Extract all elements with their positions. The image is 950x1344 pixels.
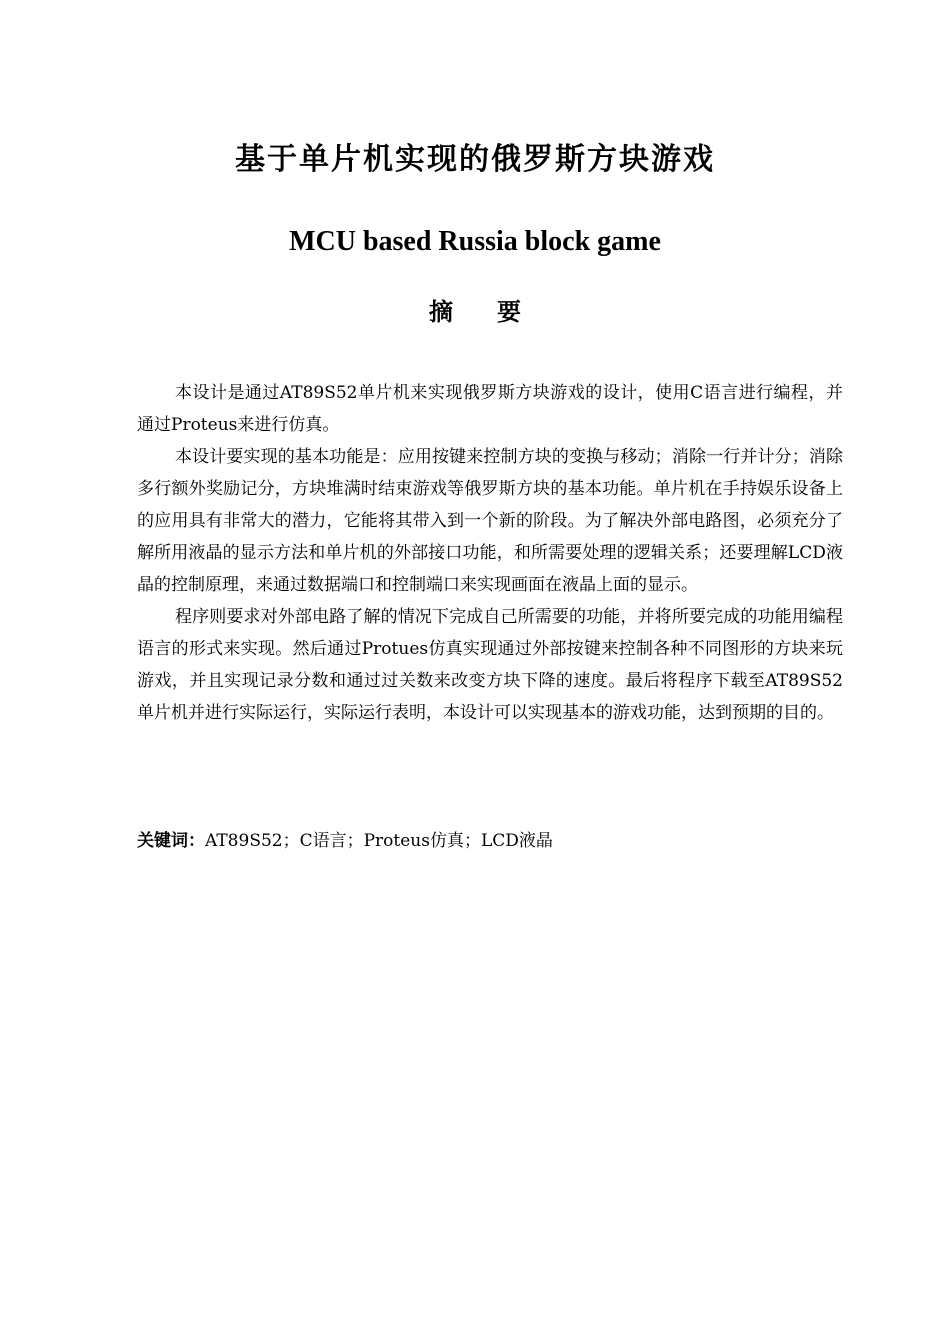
abstract-body — [137, 377, 843, 729]
abstract-paragraph: 本设计要实现的基本功能是：应用按键来控制方块的变换与移动；消除一行并计分；消除多行额外奖励记分，方块堆满时结束游戏等俄罗斯方块的基本功能。单片机在手持娱乐设备上的应用具有非常大的潜力，它能将其带入到一个新的阶段。为了解决外部电路图，必须充分了解所用液晶的显示方法和单片机的外部接口功能，和所需要处理的逻辑关系；还要理解LCD液晶的控制原理，来通过数据端口和控制端口来实现画面在液晶上面的显示。 — [137, 447, 843, 595]
keywords-line — [137, 825, 843, 857]
abstract-heading: 摘要 — [429, 298, 565, 326]
abstract-paragraph: 程序则要求对外部电路了解的情况下完成自己所需要的功能，并将所要完成的功能用编程语言的形式来实现。然后通过Protues仿真实现通过外部按键来控制各种不同图形的方块来玩游戏，并且实现记录分数和通过过关数来改变方块下降的速度。最后将程序下载至AT89S52单片机并进行实际运行，实际运行表明，本设计可以实现基本的游戏功能，达到预期的目的。 — [137, 607, 843, 723]
keywords-value: AT89S52；C语言；Proteus仿真；LCD液晶 — [205, 831, 553, 851]
title-chinese: 基于单片机实现的俄罗斯方块游戏 — [235, 142, 715, 177]
abstract-paragraph: 本设计是通过AT89S52单片机来实现俄罗斯方块游戏的设计，使用C语言进行编程，并通过Proteus来进行仿真。 — [137, 383, 843, 435]
keywords-label: 关键词： — [137, 831, 205, 851]
title-english: MCU based Russia block game — [289, 226, 661, 257]
